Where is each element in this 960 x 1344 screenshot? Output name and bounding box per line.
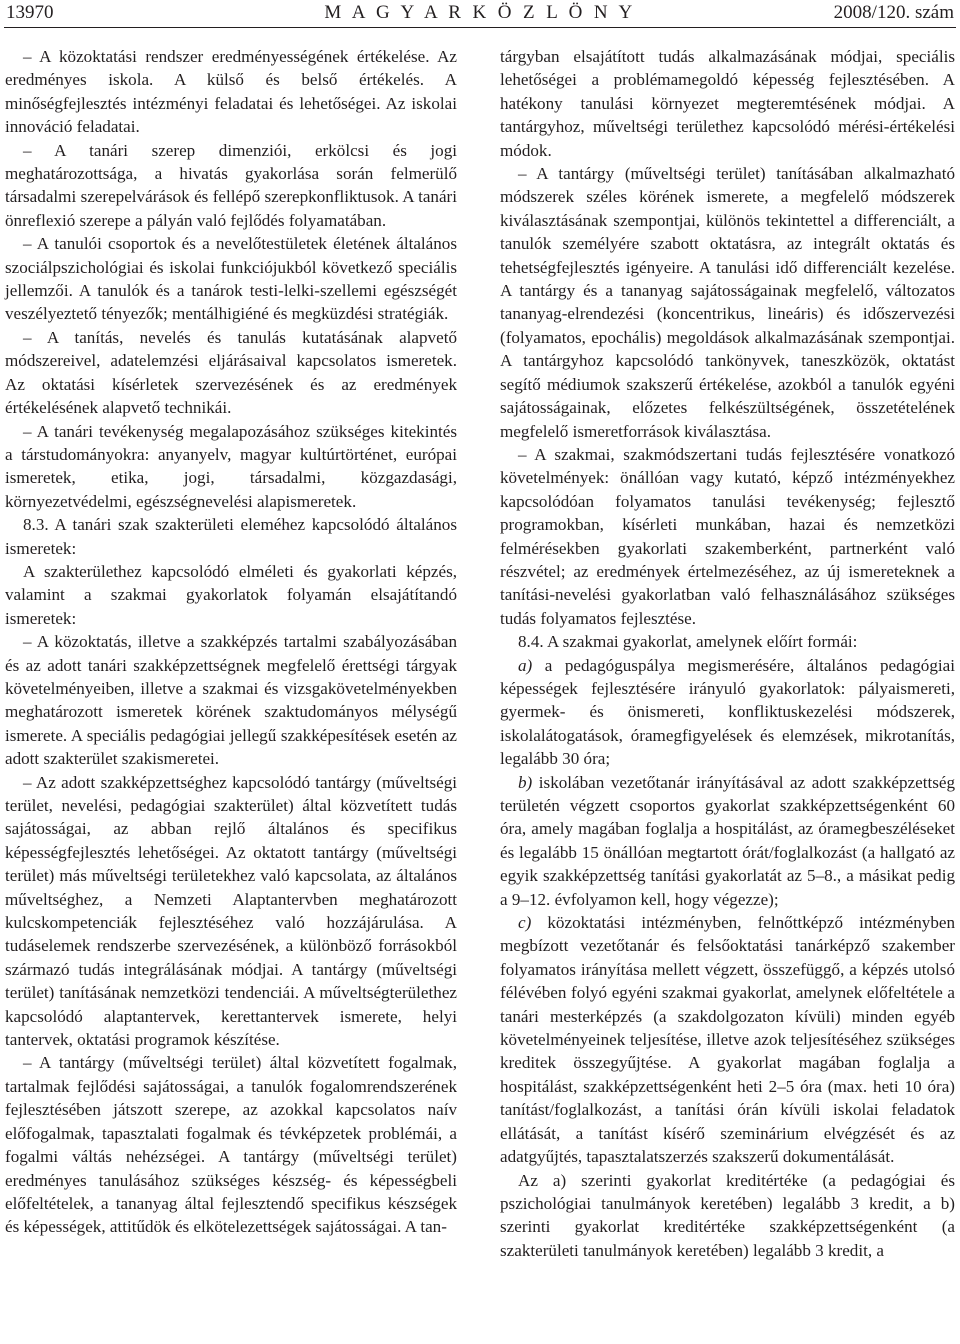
item-label: c)	[518, 913, 532, 933]
paragraph: – A szakmai, szakmódszertani tudás fejlesztésére vonatkozó követelmények: önállóan vagy kutató, képző intézményekhez kapcsolódóan folyamatos tanulási tevékenység; fejlesztő programokban, kísérleti munkában, hazai és nemzetközi felmérésekben gyakorlati szakemberként, partnerként való részvétel; az eredmények értelmezéséhez, az új ismereteknek a tanítási-nevelési gyakorlatban való felhasználásához szükséges tudás folyamatos fejlesztése.	[500, 444, 955, 628]
paragraph: – A tantárgy (műveltségi terület) tanításában alkalmazható módszerek széles körének ismerete, a megfelelő módszerek kiválasztásának szempontjai, különös tekintettel a differenciált, a tanulók személyére szabott oktatásra, az integrált oktatás és tehetségfejlesztés igényeire. A tanulási idő differenciált kezelése. A tantárgy és a tananyag sajátosságainak megfelelő, változatos tananyag-elrendezési (koncentrikus, lineáris) és időszervezési (folyamatos, epochális) megoldások alkalmazásának szempontjai. A tantárgyhoz kapcsolódó tankönyvek, taneszközök, oktatást segítő médiumok szakszerű értékelése, azokból a tanulók egyéni sajátosságainak, előzetes felkészültségének, összetételének megfelelő ismeretforrások kiválasztása.	[500, 164, 955, 441]
paragraph: – A tanári tevékenység megalapozásához szükséges kitekintés a társtudományokra: anyanyelv, magyar kultúrtörténet, európai ismeretek, etika, jogi, társadalmi, közgazdasági, környezetvédelmi, egészségnevelési alapismeretek.	[5, 421, 457, 511]
paragraph: – A tanári szerep dimenziói, erkölcsi és jogi meghatározottsága, a hivatás gyakorlása során felmerülő társadalmi szerepelvárások és fellépő szerepkonfliktusok. A tanári önreflexió szerepe a pályán való fejlődés folyamatában.	[5, 140, 457, 230]
paragraph: – A tantárgy (műveltségi terület) által közvetített fogalmak, tartalmak fejlődési sajátosságai, a tanulók fogalomrendszerének fejlesztésében játszott szerepe, az azokkal kapcsolatos naív előfogalmak, tapasztalati fogalmak és tévképzetek problémái, a fogalmi váltás nehézségei. A tantárgy (műveltségi terület) eredményes tanulásához szükséges készség- és képességbeli előfeltételek, a tananyag által fejlesztendő specifikus készségek és képességek, attitűdök és elkötelezettségek sajátosságai. A tan-	[5, 1053, 457, 1237]
list-item-b	[500, 771, 955, 911]
section-heading: 8.4. A szakmai gyakorlat, amelynek előírt formái:	[518, 632, 858, 652]
left-column	[5, 45, 457, 1239]
publication-title: M A G Y A R K Ö Z L Ö N Y	[324, 2, 636, 23]
page-number: 13970	[6, 2, 54, 23]
paragraph: – Az adott szakképzettséghez kapcsolódó tantárgy (műveltségi terület, nevelési, pedagógiai szakterület) által közvetített tudás sajátosságai, az abban rejlő általános és specifikus képességfejlesztés lehetőségei. Az oktatott tantárgy (műveltségi terület) más műveltségi területekhez való kapcsolata, az általános műveltséghez, a Nemzeti Alaptantervben meghatározott kulcskompetenciák fejlesztéséhez való hozzájárulása. A tudáselemek rendszerbe szervezésének, a különböző forrásokból származó tudás integrálásának módjai. A tantárgy (műveltségi terület) tanításának nemzetközi tendenciái. A műveltségterülethez kapcsolódó alaptantervek, kerettantervek ismerete, helyi tantervek, oktatási programok készítése.	[5, 772, 457, 1050]
item-label: b)	[518, 772, 533, 792]
paragraph: – A közoktatási rendszer eredményességének értékelése. Az eredményes iskola. A külső és belső értékelés. A minőségfejlesztés intézményi feladatai és lehetőségei. Az iskolai innováció feladatai.	[5, 47, 457, 137]
list-item-a	[500, 654, 955, 771]
item-label: a)	[518, 655, 533, 675]
paragraph: – A közoktatás, illetve a szakképzés tartalmi szabályozásában és az adott tanári szakképzettségnek megfelelő érettségi tárgyak követelményeiben, illetve a szakmai és vizsgakövetelményekben meghatározott ismeretek körének szaktudományos mélységű ismerete. A speciális pedagógiai jellegű szakképesítések esetén az adott szakterület szakismeretei.	[5, 632, 457, 769]
list-item-c	[500, 911, 955, 1168]
paragraph: – A tanítás, nevelés és tanulás kutatásának alapvető módszereivel, adatelemzési eljárásaival kapcsolatos ismeretek. Az oktatási kísérletek szervezésének és az eredmények értékelésének alapvető technikái.	[5, 327, 457, 418]
running-header	[6, 0, 954, 28]
paragraph: Az a) szerinti gyakorlat kreditértéke (a pedagógiai és pszichológiai tanulmányok keretében) legalább 3 kredit, a b) szerinti gyakorlat kreditértéke szakképzettségenként (a szakterületi tanulmányok keretében) legalább 3 kredit, a	[500, 1170, 955, 1260]
paragraph: – A tanulói csoportok és a nevelőtestületek életének általános szociálpszichológiai és iskolai funkciójukból következő speciális jellemzői. A tanulók és a tanárok testi-lelki-szellemi egészségét veszélyeztető tényezők; mentálhigiéné és megküzdési stratégiák.	[5, 234, 457, 324]
issue-number: 2008/120. szám	[833, 2, 954, 23]
item-text: közoktatási intézményben, felnőttképző intézményben megbízott vezetőtanár és felsőoktatási tanárképző szakember folyamatos irányítása mellett végzett, összefüggő, a képzés utolsó félévében folyó egyéni szakmai gyakorlat, amelynek előfeltétele a tanári mesterképzés (a szakdolgozaton kívüli) minden egyéb követelményeinek teljesítése, illetve azok teljesítéséhez szükséges kreditek összegyűjtése. A gyakorlat magában foglalja a hospitálást, szakképzettségenként heti 2–5 óra (max. heti 10 óra) tanítást/foglalkozást, a tanítási órán kívüli iskolai feladatok ellátását, a tanítást kísérő szeminárium elvégzését és az adatgyűjtés, tapasztalatszerzés szakszerű dokumentálását.	[500, 913, 955, 1167]
right-column	[500, 45, 955, 1262]
item-text: iskolában vezetőtanár irányításával az adott szakképzettség területén végzett csoportos gyakorlat szakképzettségenként 60 óra, amely magában foglalja a hospitálást, az óramegbeszéléseket és legalább 15 önállóan megtartott órát/foglalkozást (a hallgató az egyik szakképzettség tanítási gyakorlatát az 5–8., a másikat pedig a 9–12. évfolyamon kell, hogy végezze);	[500, 772, 955, 909]
paragraph: tárgyban elsajátított tudás alkalmazásának módjai, speciális lehetőségei a problémamegoldó képesség fejlesztésében. A hatékony tanulási környezet megteremtésének módjai. A tantárgyhoz, műveltségi területhez kapcsolódó mérési-értékelési módok.	[500, 47, 955, 160]
item-text: a pedagóguspálya megismerésére, általános pedagógiai képességek fejlesztésére irányuló gyakorlatok: pályaismereti, gyermek- és önismereti, konfliktuskezelési módszerek, iskolalátogatások, óramegfigyelések és elemzések, mikrotanítás, legalább 30 óra;	[500, 655, 955, 769]
paragraph: A szakterülethez kapcsolódó elméleti és gyakorlati képzés, valamint a szakmai gyakorlatok folyamán elsajátítandó ismeretek:	[5, 561, 457, 628]
section-heading: 8.3. A tanári szak szakterületi eleméhez kapcsolódó általános ismeretek:	[5, 515, 457, 558]
header-rule	[4, 27, 956, 28]
